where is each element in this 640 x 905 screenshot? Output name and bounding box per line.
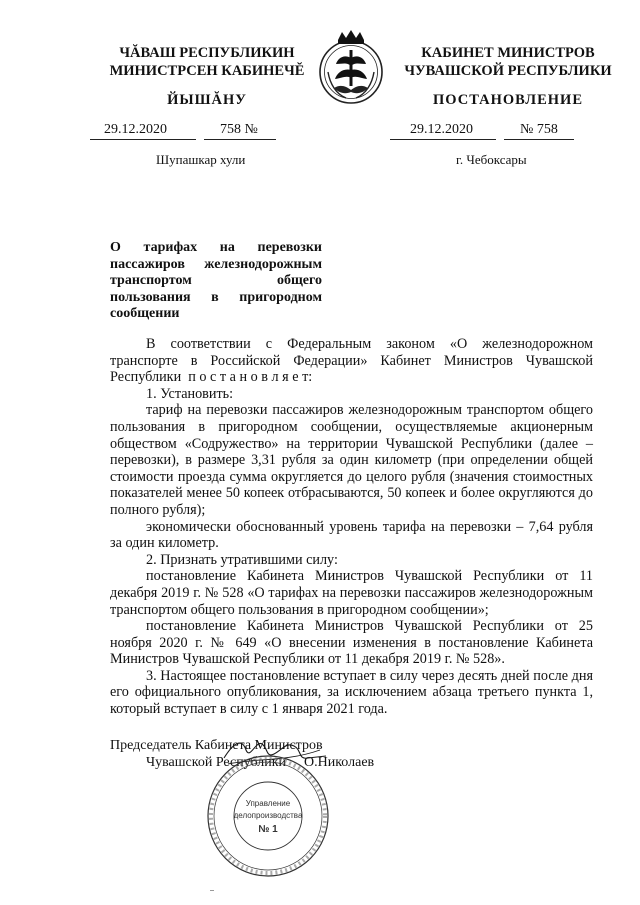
intro-text: В соответствии с Федеральным законом «О железнодорожном транспорте в Российской Федерации» Кабинет Министров Чувашской Республики xyxy=(110,336,593,386)
stamp-line2: делопроизводства xyxy=(233,811,303,820)
coat-of-arms-emblem xyxy=(316,28,386,114)
item-1: 1. Установить: xyxy=(146,385,234,402)
header-right xyxy=(388,44,628,80)
page-mark xyxy=(210,890,214,891)
stamp-line1: Управление xyxy=(245,799,291,808)
item-2-resolution-649: постановление Кабинета Министров Чувашской Республики от 25 ноября 2020 г. № 649 «О внесении изменения в постановление Кабинета Министров Чувашской Республики от 11 декабря 2019 г. № 528». xyxy=(110,618,593,668)
header-left-line1: ЧĂВАШ РЕСПУБЛИКИН xyxy=(119,45,295,61)
resolves-text: п о с т а н о в л я е т: xyxy=(188,369,313,386)
header-left xyxy=(96,44,318,80)
header-right-line1: КАБИНЕТ МИНИСТРОВ xyxy=(421,45,595,61)
date-right: 29.12.2020 xyxy=(410,122,473,137)
city-chuvash: Шупашкар хули xyxy=(156,152,246,167)
item-3: 3. Настоящее постановление вступает в силу через десять дней после дня его официального опубликования, за исключением абзаца третьего пункта 1, который вступает в силу с 1 января 2021 года. xyxy=(110,667,593,718)
date-left: 29.12.2020 xyxy=(104,122,167,137)
intro-paragraph xyxy=(110,336,593,386)
signature-position-line2: Чувашской Республики xyxy=(146,755,287,770)
date-left-underline xyxy=(90,139,196,140)
header-left-line2: МИНИСТРСЕН КАБИНЕЧĔ xyxy=(109,63,305,79)
item-1-tariff: тариф на перевозки пассажиров железнодорожным транспортом общего пользования в пригородном сообщении, осуществляемые акционерным обществом «Содружество» на территории Чувашской Республики (далее – перевозки), в размере 3,31 рубля за один километр (при определении общей стоимости проезда сумма округляется до целого рубля (значения стоимостных показателей менее 50 копеек отбрасываются, 50 копеек и более округляются до полного рубля); xyxy=(110,402,593,518)
number-left: 758 № xyxy=(220,122,258,137)
item-1-economic-level: экономически обоснованный уровень тарифа на перевозки – 7,64 рубля за один километр. xyxy=(110,518,593,552)
doc-type-chuvash: ЙЫШĂНУ xyxy=(167,92,247,108)
number-right-underline xyxy=(504,139,574,140)
signature-name: О.Николаев xyxy=(304,755,375,770)
document-body xyxy=(110,336,593,718)
signature-position-line1: Председатель Кабинета Министров xyxy=(110,738,323,753)
header-right-line2: ЧУВАШСКОЙ РЕСПУБЛИКИ xyxy=(404,63,612,79)
item-2-resolution-528: постановление Кабинета Министров Чувашской Республики от 11 декабря 2019 г. № 528 «О тарифах на перевозки пассажиров железнодорожным транспортом общего пользования в пригородном сообщении»; xyxy=(110,568,593,618)
number-left-underline xyxy=(204,139,276,140)
doc-type-russian: ПОСТАНОВЛЕНИЕ xyxy=(432,92,583,108)
number-right: № 758 xyxy=(520,122,558,137)
official-stamp xyxy=(200,752,336,880)
city-russian: г. Чебоксары xyxy=(456,152,527,167)
item-2: 2. Признать утратившими силу: xyxy=(146,551,338,568)
document-title: О тарифах на перевозки пассажиров железнодорожным транспортом общего пользования в пригородном сообщении xyxy=(110,240,322,322)
date-right-underline xyxy=(390,139,496,140)
stamp-line3: № 1 xyxy=(258,824,278,835)
